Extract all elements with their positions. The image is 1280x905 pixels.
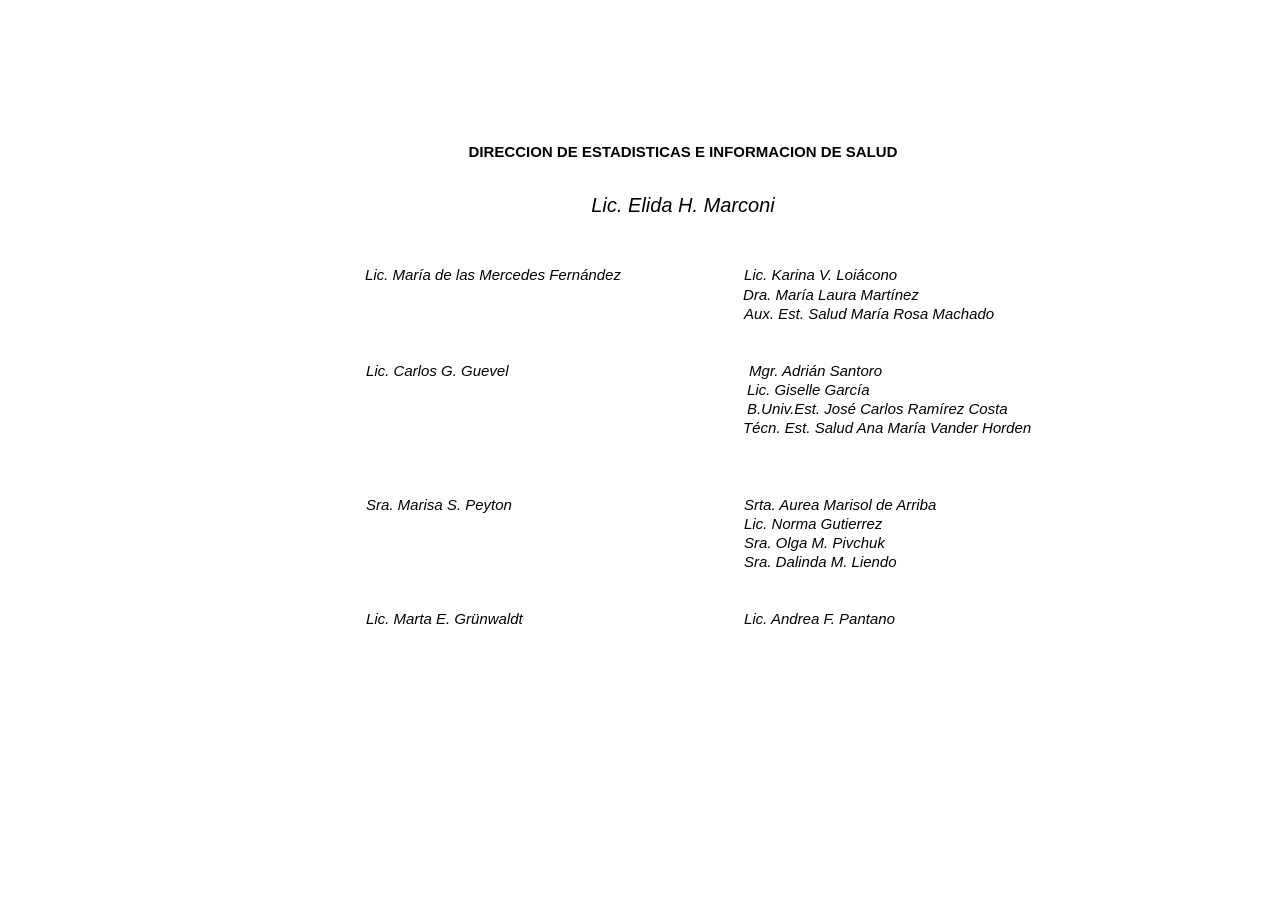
director-name: Lic. Elida H. Marconi	[591, 195, 775, 217]
group-3-member-3: Sra. Olga M. Pivchuk	[744, 535, 885, 552]
group-3-head: Sra. Marisa S. Peyton	[366, 497, 512, 514]
group-2-head: Lic. Carlos G. Guevel	[366, 363, 509, 380]
group-1-head: Lic. María de las Mercedes Fernández	[365, 267, 621, 284]
group-3-member-1: Srta. Aurea Marisol de Arriba	[744, 497, 937, 514]
group-3-member-2: Lic. Norma Gutierrez	[744, 516, 883, 533]
group-3-member-4: Sra. Dalinda M. Liendo	[744, 554, 897, 571]
group-1-member-1: Lic. Karina V. Loiácono	[744, 267, 898, 284]
group-2-member-3: B.Univ.Est. José Carlos Ramírez Costa	[747, 401, 1008, 418]
group-2-member-4: Técn. Est. Salud Ana María Vander Horden	[743, 420, 1032, 437]
group-1-member-3: Aux. Est. Salud María Rosa Machado	[744, 306, 995, 323]
group-1-member-2: Dra. María Laura Martínez	[743, 287, 919, 304]
group-2-member-1: Mgr. Adrián Santoro	[749, 363, 883, 380]
group-2-member-2: Lic. Giselle García	[747, 382, 870, 399]
group-4-member-1: Lic. Andrea F. Pantano	[744, 611, 895, 628]
group-4-head: Lic. Marta E. Grünwaldt	[366, 611, 523, 628]
document-title: DIRECCION DE ESTADISTICAS E INFORMACION DE SALUD	[468, 144, 898, 161]
